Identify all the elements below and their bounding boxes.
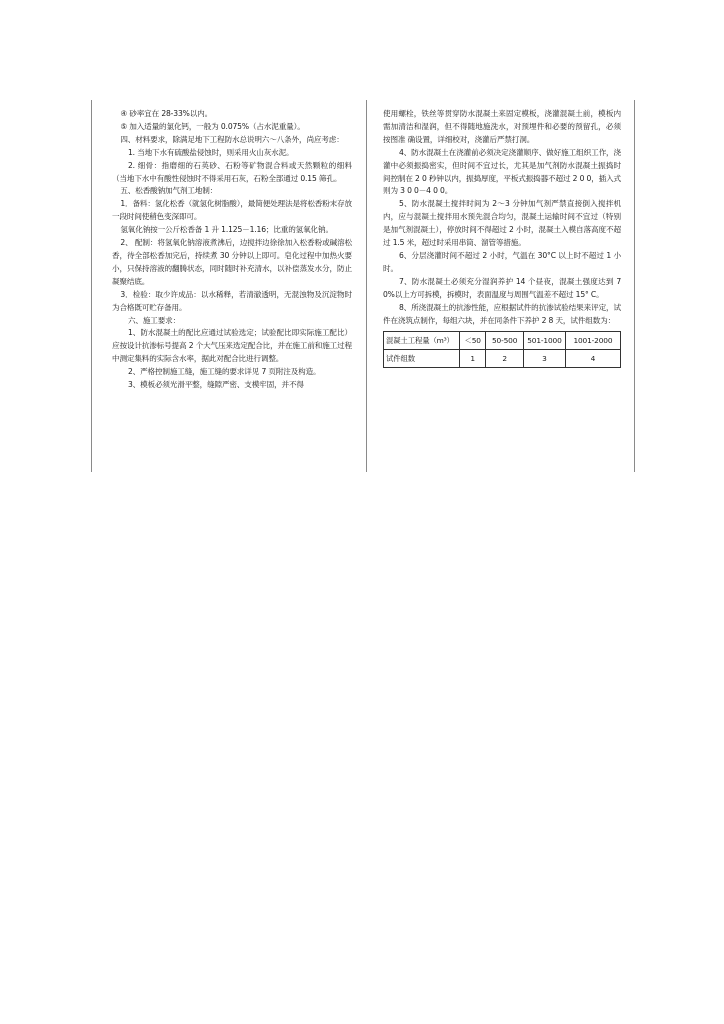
paragraph: 3．检验：取少许成品：以水稀释，若清澈透明，无混浊物及沉淀物时为合格既可贮存备用。 <box>112 289 352 312</box>
table-row <box>384 332 621 350</box>
specimen-count-table <box>383 331 621 368</box>
paragraph: 1. 当地下水有硫酸盐侵蚀时，则采用火山灰水泥。 <box>127 147 294 157</box>
table-cell: ＜50 <box>460 332 486 350</box>
paragraph: 1、防水混凝土的配比应通过试验选定；试验配比即实际施工配比）应按设计抗渗标号提高 2 个大气压来选定配合比，并在施工前和施工过程中测定集料的实际含水率，据此对配合比进行调整。 <box>112 328 352 364</box>
paragraph: 7、防水混凝土必须充分湿润养护 14 个昼夜，混凝土强度达到 70%以上方可拆模，拆模时，表面温度与周围气温差不超过 15° C。 <box>383 276 621 299</box>
left-margin-rule <box>91 100 92 472</box>
section-heading: 六、施工要求： <box>127 315 181 325</box>
paragraph: 1．备料：氢化松香（就氢化树脂酸），最简便处理法是将松香粉末存放一段时间使稍色变深即可。 <box>112 199 352 222</box>
paragraph: 4、防水混凝土在浇灌前必须决定浇灌顺序、做好施工组织工作，浇灌中必须振捣密实，但时间不宜过长，尤其是加气剂防水混凝土振捣时间控制在 2 0 秒钟以内，振捣厚度，平板式振捣器不超过 2 0 0，插入式则为 3 0 0－4 0 0。 <box>383 147 621 196</box>
center-column-rule <box>366 100 367 472</box>
paragraph: 8、所浇混凝土的抗渗性能，应根据试件的抗渗试验结果来评定，试件在浇筑点制作，每组六块，并在同条件下养护 2 8 天，试件组数为： <box>383 302 621 325</box>
paragraph: ⑤ 加入适量的氯化钙，一般为 0.075%（占水泥重量）。 <box>120 121 305 131</box>
table-cell: 1001-2000 <box>565 332 620 350</box>
paragraph: 2、严格控制施工缝，施工缝的要求详见 7 页附注及构造。 <box>127 367 321 377</box>
table-cell: 2 <box>486 350 524 368</box>
paragraph: 使用螺栓，铁丝等贯穿防水混凝土来固定模板，浇灌混凝土前，模板内需加清洁和湿润，但不得随地施洗水，对预埋件和必要的预留孔，必须按图准 确设置，详细校对，浇灌后严禁打洞。 <box>383 109 621 144</box>
paragraph: 2. 细骨：指磨细的石英砂、石粉等矿物混合料或天然颗粒的细料（当地下水中有酸性侵蚀时不得采用石灰，石粉全部通过 0.15 筛孔。 <box>112 160 352 183</box>
right-margin-rule <box>634 100 635 472</box>
paragraph: 3、模板必须光滑平整，缝隙严密、支模牢固，并不得 <box>127 380 304 390</box>
paragraph: 6、分层浇灌时间不超过 2 小时，气温在 30°C 以上时不超过 1 小时。 <box>383 250 621 273</box>
paragraph: 2、 配制：将氢氧化钠溶液煮沸后，边搅拌边徐徐加入松香粉或碱溶松香，待全部松香加完后，持续煮 30 分钟以上即可。皂化过程中加热火要小，只保持溶液的翻腾状态，同时随时补充清水，以补偿蒸发水分，防止凝聚结底。 <box>112 238 352 286</box>
table-row-header: 混凝土工程量（m³） <box>384 332 460 350</box>
paragraph: 氢氧化钠按一公斤松香备 1 升 1.125－1.16；比重的氢氧化钠。 <box>120 225 333 235</box>
table-cell: 3 <box>524 350 566 368</box>
table-cell: 50-500 <box>486 332 524 350</box>
left-text-column <box>112 108 352 392</box>
section-heading: 四、材料要求，除满足地下工程防水总说明六～八条外，尚应考虑： <box>120 134 344 144</box>
table-row <box>384 350 621 368</box>
right-text-column <box>383 108 621 368</box>
section-heading: 五、松香酸钠加气剂工地制： <box>120 186 218 196</box>
table-cell: 1 <box>460 350 486 368</box>
table-row-header: 试件组数 <box>384 350 460 368</box>
paragraph: 5、防水混凝土搅拌时间为 2～3 分钟加气剂严禁直接倒入搅拌机内，应与混凝土搅拌用水预先混合均匀，混凝土运输时间不宜过（特别是加气剂混凝土），停放时间不得超过 2 小时，混凝土入模自落高度不超过 1.5 米，超过时采用串筒、溜管等措施。 <box>383 199 621 248</box>
paragraph: ④ 砂率宜在 28-33%以内。 <box>120 109 213 118</box>
table-cell: 4 <box>565 350 620 368</box>
table-cell: 501-1000 <box>524 332 566 350</box>
